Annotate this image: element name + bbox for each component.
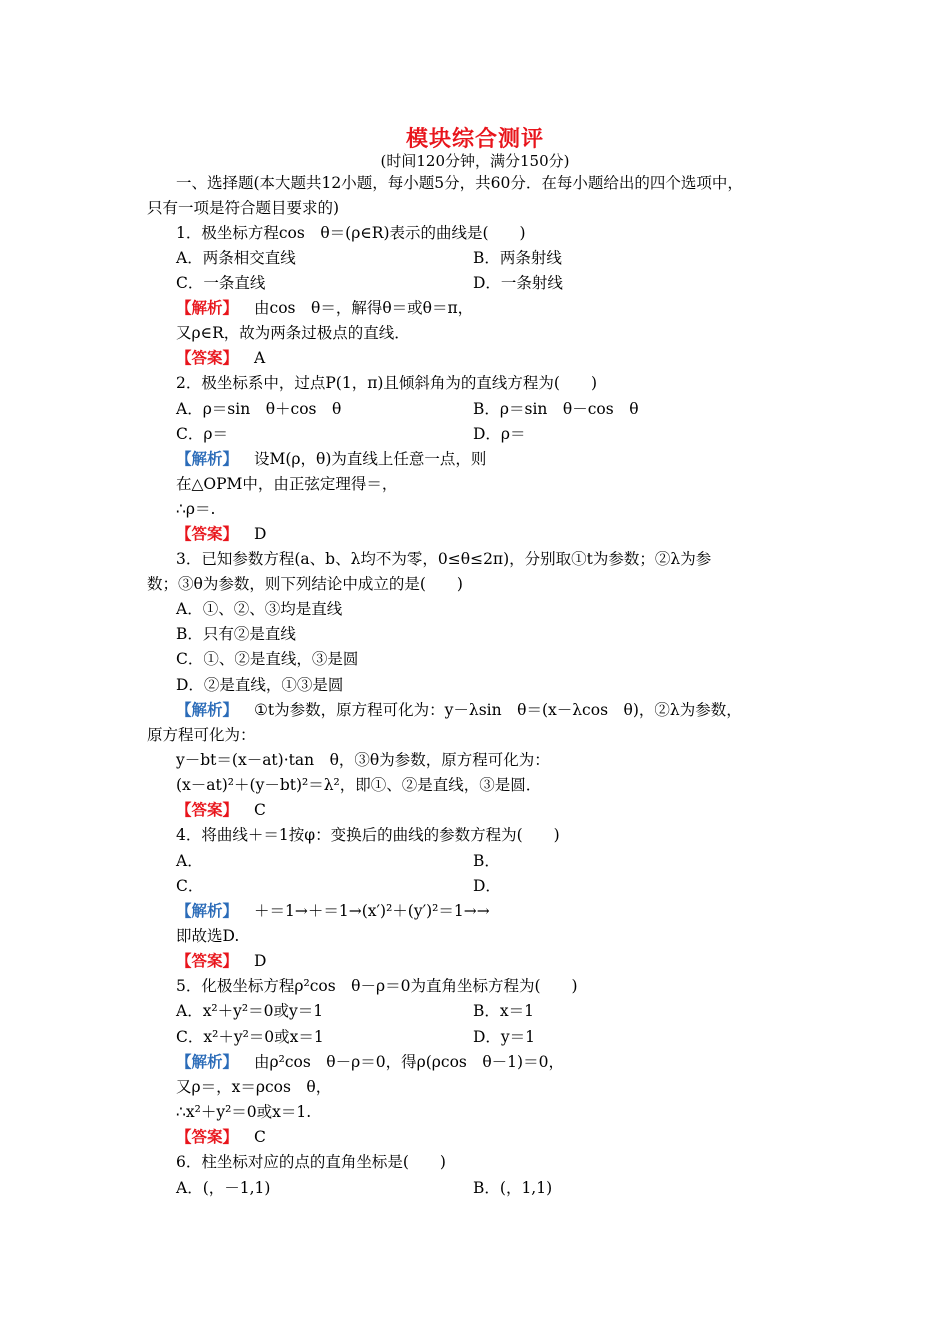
analysis-line: ∴x²＋y²＝0或x＝1. (176, 1103, 312, 1121)
option-d: D．一条射线 (473, 274, 563, 292)
analysis-line: 又ρ＝，x＝ρcos θ， (176, 1078, 332, 1096)
option-a: A．两条相交直线 (176, 249, 296, 267)
analysis-line: 即故选D. (176, 927, 240, 945)
analysis-line (176, 700, 742, 720)
option-b: B．x＝1 (473, 1002, 534, 1020)
option-d: D．y＝1 (473, 1028, 536, 1046)
option-b: B． (473, 852, 500, 870)
section-intro-line: 只有一项是符合题目要求的) (147, 199, 340, 217)
analysis-tag: 【解析】 (176, 700, 239, 719)
answer-line (176, 348, 265, 368)
analysis-line: y－bt＝(x－at)·tan θ，③θ为参数，原方程可化为： (176, 751, 550, 769)
option-a: A． (176, 852, 203, 870)
analysis-text: 由ρ²cos θ－ρ＝0，得ρ(ρcos θ－1)＝0， (254, 1053, 564, 1071)
analysis-text: ＋＝1→＋＝1→(x′)²＋(y′)²＝1→→ (254, 902, 490, 920)
analysis-tag: 【解析】 (176, 449, 239, 468)
answer-tag: 【答案】 (176, 951, 239, 970)
answer-value: C (254, 1128, 266, 1146)
option-c: C．ρ＝ (176, 425, 228, 443)
analysis-text: 设M(ρ，θ)为直线上任意一点，则 (254, 450, 487, 468)
answer-tag: 【答案】 (176, 800, 239, 819)
answer-line (176, 800, 266, 820)
question-stem: 2．极坐标系中，过点P(1，π)且倾斜角为的直线方程为( ) (176, 374, 598, 392)
option-b: B．ρ＝sin θ－cos θ (473, 400, 639, 418)
option-b: B．两条射线 (473, 249, 562, 267)
analysis-text: 由cos θ＝，解得θ＝或θ＝π， (254, 299, 474, 317)
option-d: D．ρ＝ (473, 425, 526, 443)
question-stem: 数；③θ为参数，则下列结论中成立的是( ) (147, 575, 463, 593)
analysis-tag: 【解析】 (176, 298, 239, 317)
question-stem: 6．柱坐标对应的点的直角坐标是( ) (176, 1153, 446, 1171)
analysis-text: ①t为参数，原方程可化为：y－λsin θ＝(x－λcos θ)，②λ为参数， (254, 701, 742, 719)
option-d: D． (473, 877, 501, 895)
answer-tag: 【答案】 (176, 348, 239, 367)
question-stem: 5．化极坐标方程ρ²cos θ－ρ＝0为直角坐标方程为( ) (176, 977, 578, 995)
answer-value: D (254, 525, 267, 543)
answer-line (176, 524, 266, 544)
option-a: A．x²＋y²＝0或y＝1 (176, 1002, 324, 1020)
question-stem: 1．极坐标方程cos θ＝(ρ∈R)表示的曲线是( ) (176, 224, 526, 242)
answer-tag: 【答案】 (176, 524, 239, 543)
analysis-line: 在△OPM中，由正弦定理得＝， (176, 475, 398, 493)
analysis-line (176, 901, 490, 921)
analysis-line: 又ρ∈R，故为两条过极点的直线． (176, 324, 410, 342)
option-b: B．只有②是直线 (176, 625, 296, 643)
analysis-line (176, 449, 486, 469)
page-subtitle: (时间120分钟，满分150分) (380, 152, 570, 170)
analysis-line: 原方程可化为： (147, 726, 256, 744)
answer-value: A (254, 349, 266, 367)
analysis-tag: 【解析】 (176, 1052, 239, 1071)
option-a: A．①、②、③均是直线 (176, 600, 343, 618)
section-intro-line: 一、选择题(本大题共12小题，每小题5分，共60分．在每小题给出的四个选项中， (176, 174, 743, 192)
answer-value: D (254, 952, 267, 970)
option-a: A．ρ＝sin θ＋cos θ (176, 400, 342, 418)
page-title: 模块综合测评 (405, 126, 544, 152)
answer-value: C (254, 801, 266, 819)
analysis-line (176, 1052, 564, 1072)
option-c: C．x²＋y²＝0或x＝1 (176, 1028, 324, 1046)
analysis-tag: 【解析】 (176, 901, 239, 920)
question-stem: 3．已知参数方程(a、b、λ均不为零，0≤θ≤2π)，分别取①t为参数；②λ为参 (176, 550, 712, 568)
option-c: C． (176, 877, 204, 895)
answer-tag: 【答案】 (176, 1127, 239, 1146)
option-d: D．②是直线，①③是圆 (176, 676, 344, 694)
option-b: B．(，1,1) (473, 1179, 553, 1197)
option-c: C．①、②是直线，③是圆 (176, 650, 359, 668)
analysis-line: ∴ρ＝. (176, 500, 216, 518)
answer-line (176, 951, 266, 971)
analysis-line: (x－at)²＋(y－bt)²＝λ²，即①、②是直线，③是圆． (176, 776, 542, 794)
option-c: C．一条直线 (176, 274, 266, 292)
question-stem: 4．将曲线＋＝1按φ：变换后的曲线的参数方程为( ) (176, 826, 560, 844)
option-a: A．(，－1,1) (176, 1179, 271, 1197)
answer-line (176, 1127, 266, 1147)
analysis-line (176, 298, 473, 318)
